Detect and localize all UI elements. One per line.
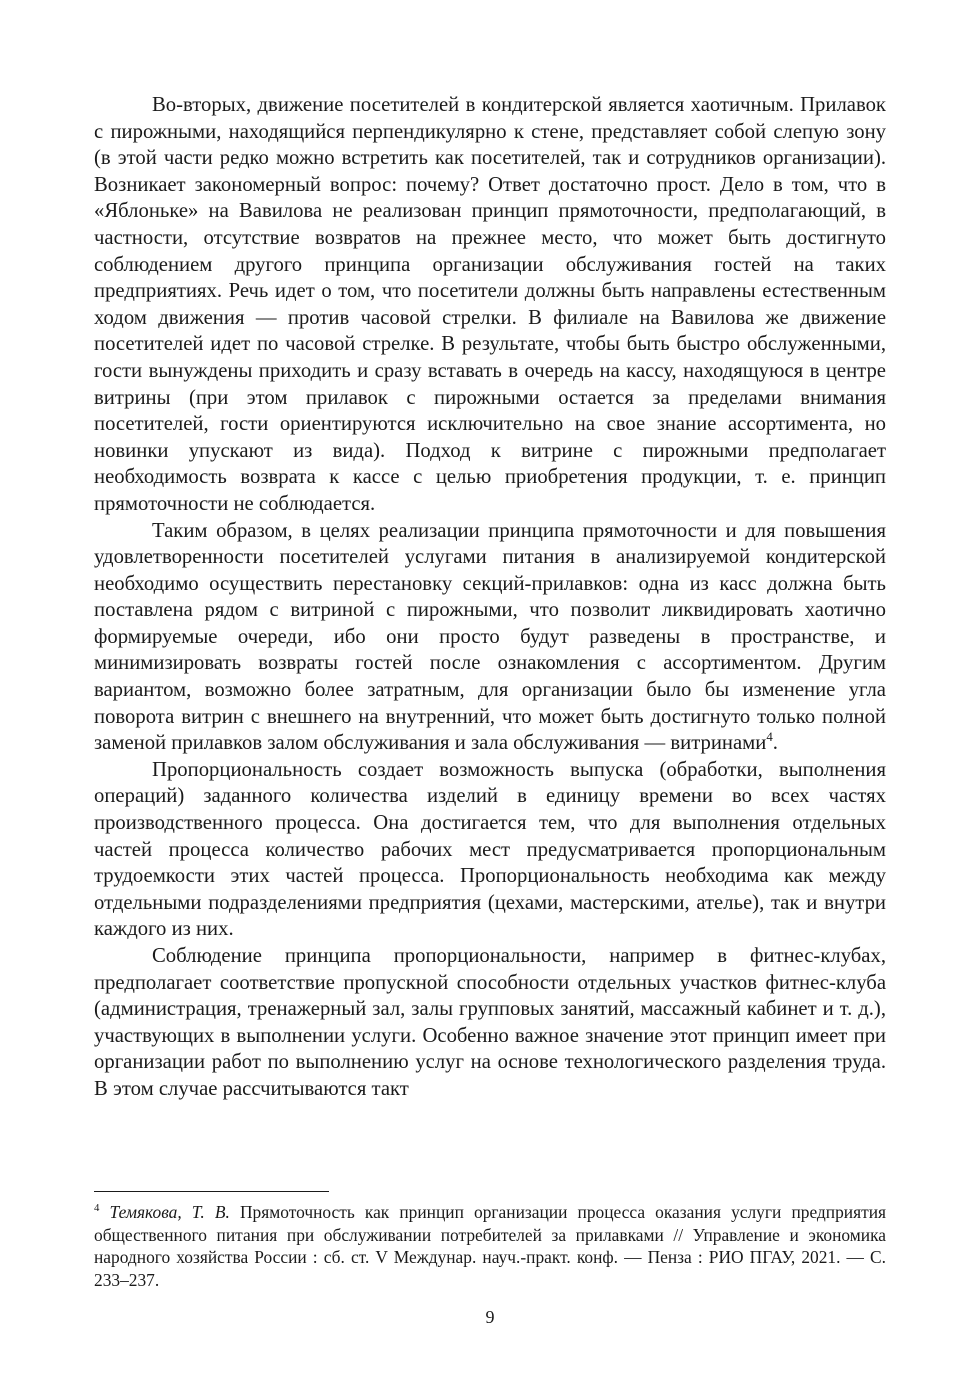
footnote-author: Темякова, Т. В. [109, 1202, 230, 1222]
paragraph-3: Пропорциональность создает возможность выпуска (обработки, выполнения операций) заданного количества изделий в единицу времени во всех частях производственного процесса. Она достигается тем, что для выполнения отдельных частей процесса количество рабочих мест предусматривается пропорциональным трудоемкости этих частей процесса. Пропорциональность необходима как между отдельными подразделениями предприятия (цехами, мастерскими, ателье), так и внутри каждого из них. [94, 758, 886, 941]
paragraph-4: Соблюдение принципа пропорциональности, например в фитнес-клубах, предполагает соответствие пропускной способности отдельных участков фитнес-клуба (администрация, тренажерный зал, залы групповых занятий, массажный кабинет и т. д.), участвующих в выполнении услуги. Особенно важное значение этот принцип имеет при организации работ по выполнению услуг на основе технологического разделения труда. В этом случае рассчитываются такт [94, 945, 886, 1100]
page-number: 9 [485, 1307, 495, 1327]
footnote-marker: 4 [94, 1202, 100, 1215]
paragraph-2 [94, 518, 886, 757]
paragraph-1: Во-вторых, движение посетителей в кондитерской является хаотичным. Прилавок с пирожными, находящийся перпендикулярно к стене, представляет собой слепую зону (в этой части редко можно встретить как посетителей, так и сотрудников организации). Возникает закономерный вопрос: почему? Ответ достаточно прост. Дело в том, что в «Яблоньке» на Вавилова не реализован принцип прямоточности, предполагающий, в частности, отсутствие возвратов на прежнее место, что может быть достигнуто соблюдением другого принципа организации обслуживания гостей на таких предприятиях. Речь идет о том, что посетители должны быть направлены естественным ходом движения — против часовой стрелки. В филиале на Вавилова же движение посетителей идет по часовой стрелке. В результате, чтобы быть быстро обслуженными, гости вынуждены приходить и сразу вставать в очередь на кассу, находящуюся в центре витрины (при этом прилавок с пирожными остается за пределами внимания посетителей, гости ориентируются исключительно на свое знание ассортимента, но новинки упускают из вида). Подход к витрине с пирожными предполагает необходимость возврата к кассе с целью приобретения продукции, т. е. принцип прямоточности не соблюдается. [94, 94, 886, 515]
footnote-reference[interactable]: 4 [766, 730, 773, 745]
footnote [94, 1201, 886, 1291]
page-body [94, 92, 886, 1103]
footnote-text: Прямоточность как принцип организации процесса оказания услуги предприятия общественного питания при обслуживании потребителей за прилавками // Управление и экономика народного хозяйства России : сб. ст. V Междунар. науч.-практ. конф. — Пенза : РИО ПГАУ, 2021. — С. 233–237. [94, 1202, 886, 1290]
paragraph-2-tail: . [772, 732, 778, 755]
footnote-divider [94, 1191, 329, 1192]
paragraph-2-text: Таким образом, в целях реализации принципа прямоточности и для повышения удовлетворенности посетителей услугами питания в анализируемой кондитерской необходимо осуществить перестановку секций-прилавков: одна из касс должна быть поставлена рядом с витриной с пирожными, что позволит ликвидировать хаотично формируемые очереди, ибо они просто будут разведены в пространстве, и минимизировать возвраты гостей после ознакомления с ассортиментом. Другим вариантом, возможно более затратным, для организации было бы изменение угла поворота витрин с внешнего на внутренний, что может быть достигнуто только полной заменой прилавков залом обслуживания и зала обслуживания — витринами [94, 519, 886, 755]
